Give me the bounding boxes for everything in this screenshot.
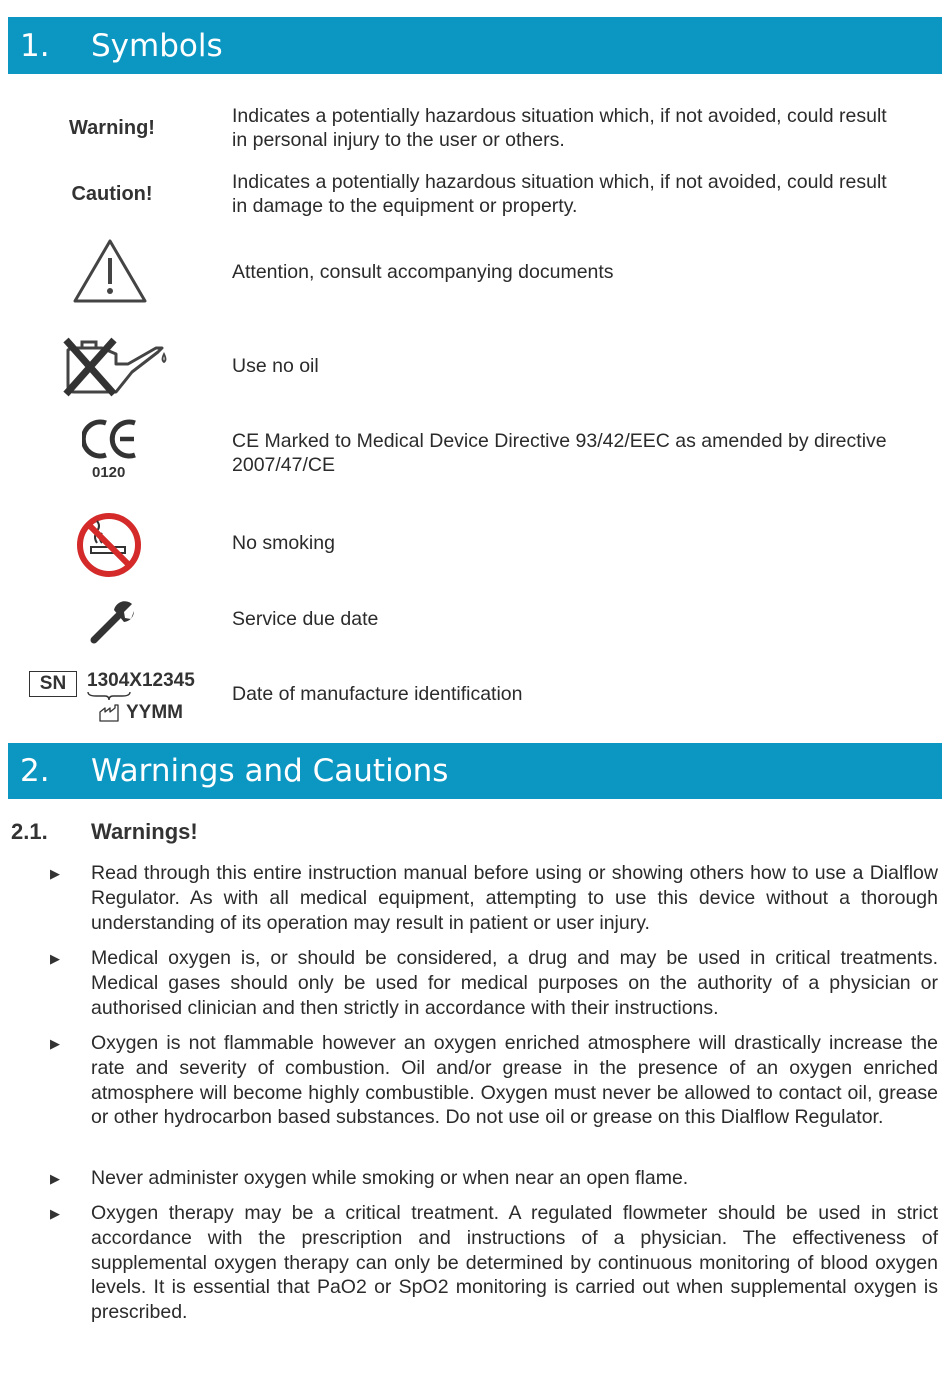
brace-icon [86, 690, 132, 702]
bullet-icon: ▶ [50, 1036, 60, 1051]
ce-notified-body-number: 0120 [92, 464, 126, 481]
section-number: 1. [20, 28, 50, 64]
caution-description: Indicates a potentially hazardous situation which, if not avoided, could result in damage to the equipment or property. [232, 171, 887, 217]
ce-mark-icon [82, 418, 140, 460]
bullet-icon: ▶ [50, 1171, 60, 1186]
factory-icon [99, 704, 121, 722]
serial-number-symbol: SN [29, 671, 77, 697]
section-header-warnings-cautions [8, 743, 942, 799]
warning-label: Warning! [69, 117, 155, 139]
date-code-format: YYMM [126, 702, 183, 723]
warning-item: Medical oxygen is, or should be considered, a drug and may be used in critical treatments. Medical gases should only be used for medical purposes on the authority of a physician or authorised clinician and then strictly in accordance with their instructions. [91, 947, 938, 1019]
subsection-title: Warnings! [91, 819, 198, 844]
warning-item: Oxygen therapy may be a critical treatment. A regulated flowmeter should be used in strict accordance with the prescription and instructions of a physician. The effectiveness of supplemental oxygen therapy can only be determined by continuous monitoring of blood oxygen levels. It is essential that PaO2 or SpO2 monitoring is carried out when supplemental oxygen is prescribed. [91, 1202, 938, 1324]
warning-item: Oxygen is not flammable however an oxygen enriched atmosphere will drastically increase the rate and severity of combustion. Oil and/or grease in the presence of an oxygen enriched atmosphere will become highly combustible. Oxygen must never be allowed to contact oil, grease or other hydrocarbon based substances. Do not use oil or grease on this Dialflow Regulator. [91, 1032, 938, 1129]
no-oil-icon [62, 336, 170, 398]
attention-description: Attention, consult accompanying documents [232, 261, 614, 283]
serial-number-example: 1304X12345 [87, 670, 195, 691]
ce-description: CE Marked to Medical Device Directive 93/42/EEC as amended by directive 2007/47/CE [232, 430, 887, 476]
section-header-symbols [8, 17, 942, 74]
subsection-number: 2.1. [11, 819, 48, 844]
warning-triangle-icon [72, 238, 148, 304]
warning-description: Indicates a potentially hazardous situation which, if not avoided, could result in personal injury to the user or others. [232, 105, 887, 151]
service-description: Service due date [232, 608, 379, 630]
warning-item: Never administer oxygen while smoking or when near an open flame. [91, 1167, 689, 1189]
bullet-icon: ▶ [50, 866, 60, 881]
wrench-icon [88, 598, 136, 646]
warning-item: Read through this entire instruction manual before using or showing others how to use a Dialflow Regulator. As with all medical equipment, attempting to use this device without a thorough understanding of its operation may result in patient or user injury. [91, 862, 938, 934]
no-oil-description: Use no oil [232, 355, 319, 377]
manufacture-description: Date of manufacture identification [232, 683, 523, 705]
caution-label: Caution! [71, 183, 153, 205]
no-smoking-description: No smoking [232, 532, 335, 554]
bullet-icon: ▶ [50, 1206, 60, 1221]
section-title: Symbols [91, 28, 223, 64]
bullet-icon: ▶ [50, 951, 60, 966]
no-smoking-icon [75, 511, 143, 579]
section-number: 2. [20, 753, 50, 789]
section-title: Warnings and Cautions [91, 753, 449, 789]
